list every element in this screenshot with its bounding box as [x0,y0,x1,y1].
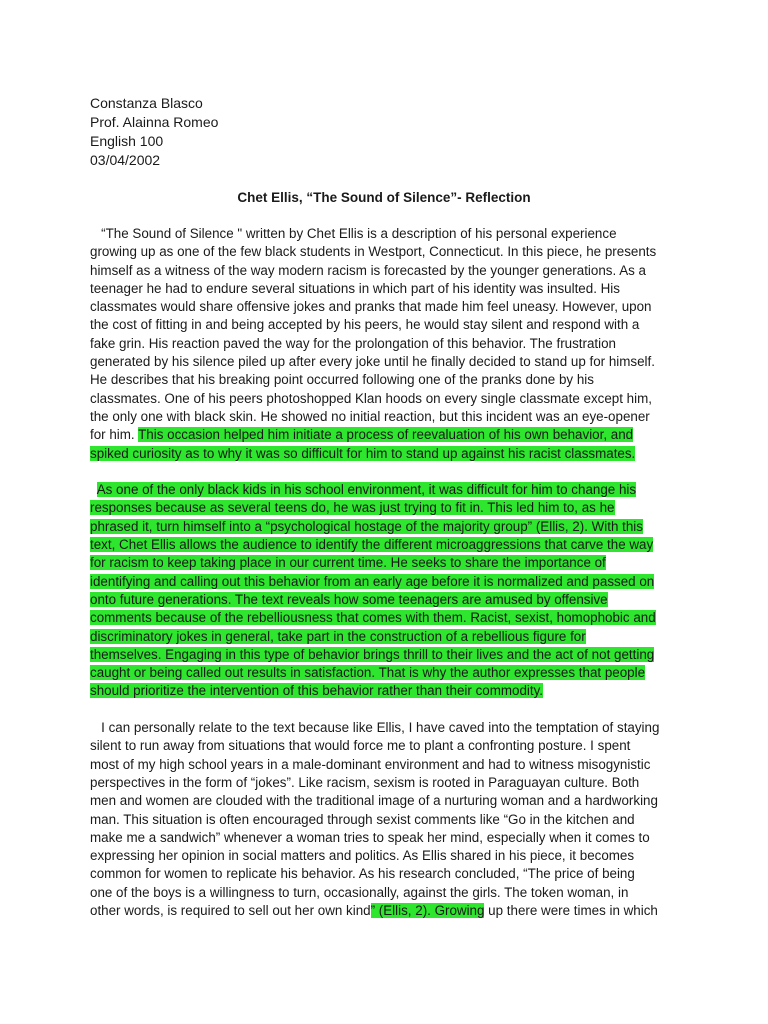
text-line [90,682,690,700]
text-line [90,792,690,810]
text-line [90,445,690,463]
text-line [90,811,690,829]
text-line [90,628,690,646]
text-segment: He describes that his breaking point occurred following one of the pranks done by his [90,372,594,388]
paragraph [90,225,690,463]
text-line [90,280,690,298]
highlighted-text: discriminatory jokes in general, take part in the construction of a rebellious figure for [90,628,586,644]
text-line [90,316,690,334]
text-line [90,646,690,664]
text-segment: generated by his silence piled up after every joke until he finally decided to stand up for himself. [90,354,655,370]
text-line [90,371,690,389]
highlighted-text: should prioritize the intervention of this behavior rather than their commodity. [90,683,544,699]
text-line [90,884,690,902]
text-line [90,426,690,444]
highlighted-text: responses because as several teens do, he was just trying to fit in. This led him to, as he [90,500,615,516]
text-line [90,719,690,737]
text-line [90,902,690,920]
text-segment: one of the boys is a willingness to turn, occasionally, against the girls. The token woman, in [90,884,629,900]
text-segment: man. This situation is often encouraged through sexist comments like “Go in the kitchen and [90,811,635,827]
text-line [90,353,690,371]
document-date: 03/04/2002 [90,152,161,168]
text-line [90,335,690,353]
text-line [90,262,690,280]
text-line [90,756,690,774]
highlighted-text: This occasion helped him initiate a process of reevaluation of his own behavior, and [138,427,634,443]
highlighted-text: spiked curiosity as to why it was so difficult for him to stand up against his racist classmates. [90,445,636,461]
text-line [90,554,690,572]
highlighted-text: themselves. Engaging in this type of behavior brings thrill to their lives and the act of not getting [90,646,655,662]
highlighted-text: caught or being called out results in satisfaction. That is why the author expresses that people [90,665,646,681]
text-line [90,243,690,261]
text-segment: teenager he had to endure several situations in which part of his identity was insulted. His [90,280,620,296]
paragraph [90,719,690,920]
highlighted-text: onto future generations. The text reveals how some teenagers are amused by offensive [90,591,608,607]
highlighted-text: for racism to keep taking place in our current time. He seeks to share the importance of [90,555,606,571]
text-segment: I can personally relate to the text because like Ellis, I have caved into the temptation of staying [90,720,660,736]
text-line [90,481,690,499]
paragraph-gap [90,701,690,719]
text-line [90,518,690,536]
paragraph-gap [90,463,690,481]
text-segment: for him. [90,427,139,443]
text-line [90,609,690,627]
text-line [90,664,690,682]
text-line [90,847,690,865]
text-segment: men and women are clouded with the traditional image of a nurturing woman and a hardworking [90,793,658,809]
text-segment: classmates would share offensive jokes and pranks that made him feel uneasy. However, upon [90,299,652,315]
text-line [90,390,690,408]
paragraph [90,481,690,701]
text-segment: the cost of fitting in and being accepted by his peers, he would stay silent and respond with a [90,317,640,333]
text-segment [90,482,97,497]
document-header [90,94,218,170]
professor-name: Prof. Alainna Romeo [90,114,219,130]
text-segment: himself as a witness of the way modern racism is forecasted by the younger generations. As a [90,262,646,278]
highlighted-text: identifying and calling out this behavior from an early age before it is normalized and passed on [90,573,655,589]
text-line [90,298,690,316]
document-body [90,225,690,920]
text-line [90,774,690,792]
text-segment: perspectives in the form of “jokes”. Like racism, sexism is rooted in Paraguayan culture. Both [90,774,640,790]
text-segment: growing up as one of the few black students in Westport, Connecticut. In this piece, he presents [90,244,657,260]
highlighted-text: comments because of the rebelliousness that comes with them. Racist, sexist, homophobic and [90,610,656,626]
text-line [90,499,690,517]
text-line [90,829,690,847]
text-line [90,225,690,243]
highlighted-text: text, Chet Ellis allows the audience to identify the different microaggressions that carve the way [90,537,654,553]
text-line [90,865,690,883]
text-line [90,573,690,591]
course-name: English 100 [90,133,164,149]
text-segment: “The Sound of Silence " written by Chet Ellis is a description of his personal experience [90,226,617,241]
text-segment: the only one with black skin. He showed no initial reaction, but this incident was an eye-opener [90,408,650,424]
highlighted-text: As one of the only black kids in his school environment, it was difficult for him to change his [96,482,637,498]
text-segment: classmates. One of his peers photoshopped Klan hoods on every single classmate except him, [90,390,652,406]
text-segment: make me a sandwich” whenever a woman tries to speak her mind, especially when it comes to [90,829,650,845]
text-line [90,408,690,426]
text-segment: expressing her opinion in social matters and politics. As Ellis shared in his piece, it becomes [90,848,635,864]
highlighted-text: ” (Ellis, 2). Growing [370,902,485,918]
text-line [90,591,690,609]
highlighted-text: phrased it, turn himself into a “psychological hostage of the majority group” (Ellis, 2). With this [90,518,643,534]
text-segment: up there were times in which [484,902,658,918]
text-line [90,536,690,554]
text-segment: common for women to replicate his behavior. As his research concluded, “The price of being [90,866,635,882]
text-segment: silent to run away from situations that would force me to plant a confronting posture. I spent [90,738,631,754]
text-segment: most of my high school years in a male-dominant environment and had to witness misogynistic [90,756,651,772]
author-name: Constanza Blasco [90,95,203,111]
text-segment: fake grin. His reaction paved the way for the prolongation of this behavior. The frustration [90,335,617,351]
text-segment: other words, is required to sell out her own kind [90,902,371,918]
document-title: Chet Ellis, “The Sound of Silence”- Reflection [237,190,531,205]
text-line [90,737,690,755]
